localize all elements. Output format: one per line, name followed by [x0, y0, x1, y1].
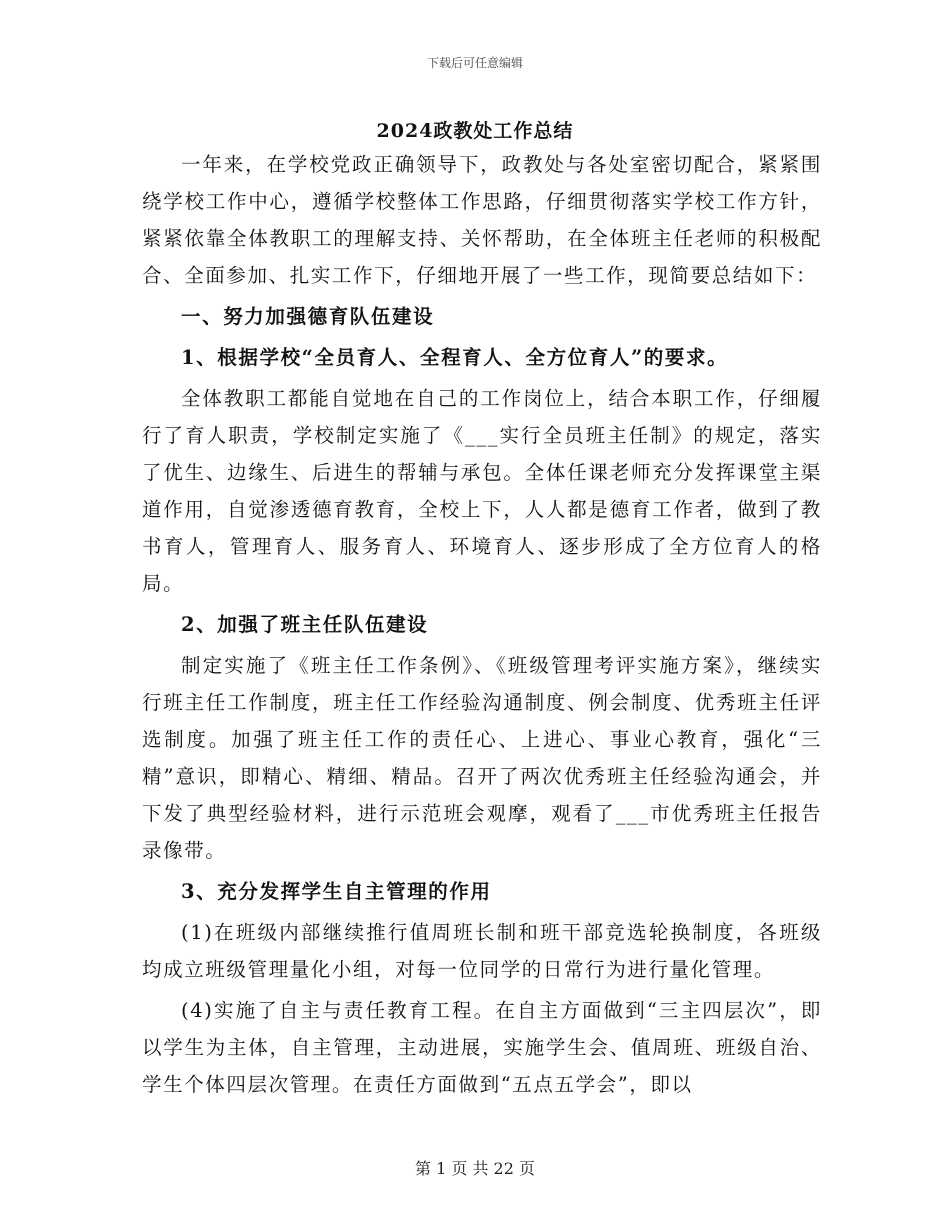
header-note: 下载后可任意编辑	[426, 56, 523, 70]
paragraph-2: 制定实施了《班主任工作条例》、《班级管理考评实施方案》，继续实行班主任工作制度，班主任工作经验沟通制度、例会制度、优秀班主任评选制度。加强了班主任工作的责任心、上进心、事业心教育，强化“三精”意识，即精心、精细、精品。召开了两次优秀班主任经验沟通会，并下发了典型经验材料，进行示范班会观摩，观看了___市优秀班主任报告录像带。	[142, 654, 822, 862]
page-title: 2024政教处工作总结	[376, 120, 574, 142]
subsection-heading-1: 1、根据学校“全员育人、全程育人、全方位育人”的要求。	[181, 346, 729, 369]
paragraph-4: (4)实施了自主与责任教育工程。在自主方面做到“三主四层次”，即以学生为主体，自主管理，主动进展，实施学生会、值周班、班级自治、学生个体四层次管理。在责任方面做到“五点五学会”，即以	[142, 999, 822, 1096]
subsection-heading-2: 2、加强了班主任队伍建设	[181, 613, 429, 636]
page-footer: 第 1 页 共 22 页	[415, 1159, 535, 1178]
paragraph-1: 全体教职工都能自觉地在自己的工作岗位上，结合本职工作，仔细履行了育人职责，学校制定实施了《___实行全员班主任制》的规定，落实了优生、边缘生、后进生的帮辅与承包。全体任课老师充分发挥课堂主渠道作用，自觉渗透德育教育，全校上下，人人都是德育工作者，做到了教书育人，管理育人、服务育人、环境育人、逐步形成了全方位育人的格局。	[142, 387, 822, 595]
document-body	[142, 146, 822, 1103]
section-heading-1: 一、努力加强德育队伍建设	[181, 305, 435, 328]
paragraph-3: (1)在班级内部继续推行值周班长制和班干部竞选轮换制度，各班级均成立班级管理量化小组，对每一位同学的日常行为进行量化管理。	[142, 921, 822, 981]
subsection-heading-3: 3、充分发挥学生自主管理的作用	[181, 880, 492, 903]
paragraph-intro: 一年来，在学校党政正确领导下，政教处与各处室密切配合，紧紧围绕学校工作中心，遵循学校整体工作思路，仔细贯彻落实学校工作方针，紧紧依靠全体教职工的理解支持、关怀帮助，在全体班主任老师的积极配合、全面参加、扎实工作下，仔细地开展了一些工作，现简要总结如下：	[142, 153, 822, 287]
